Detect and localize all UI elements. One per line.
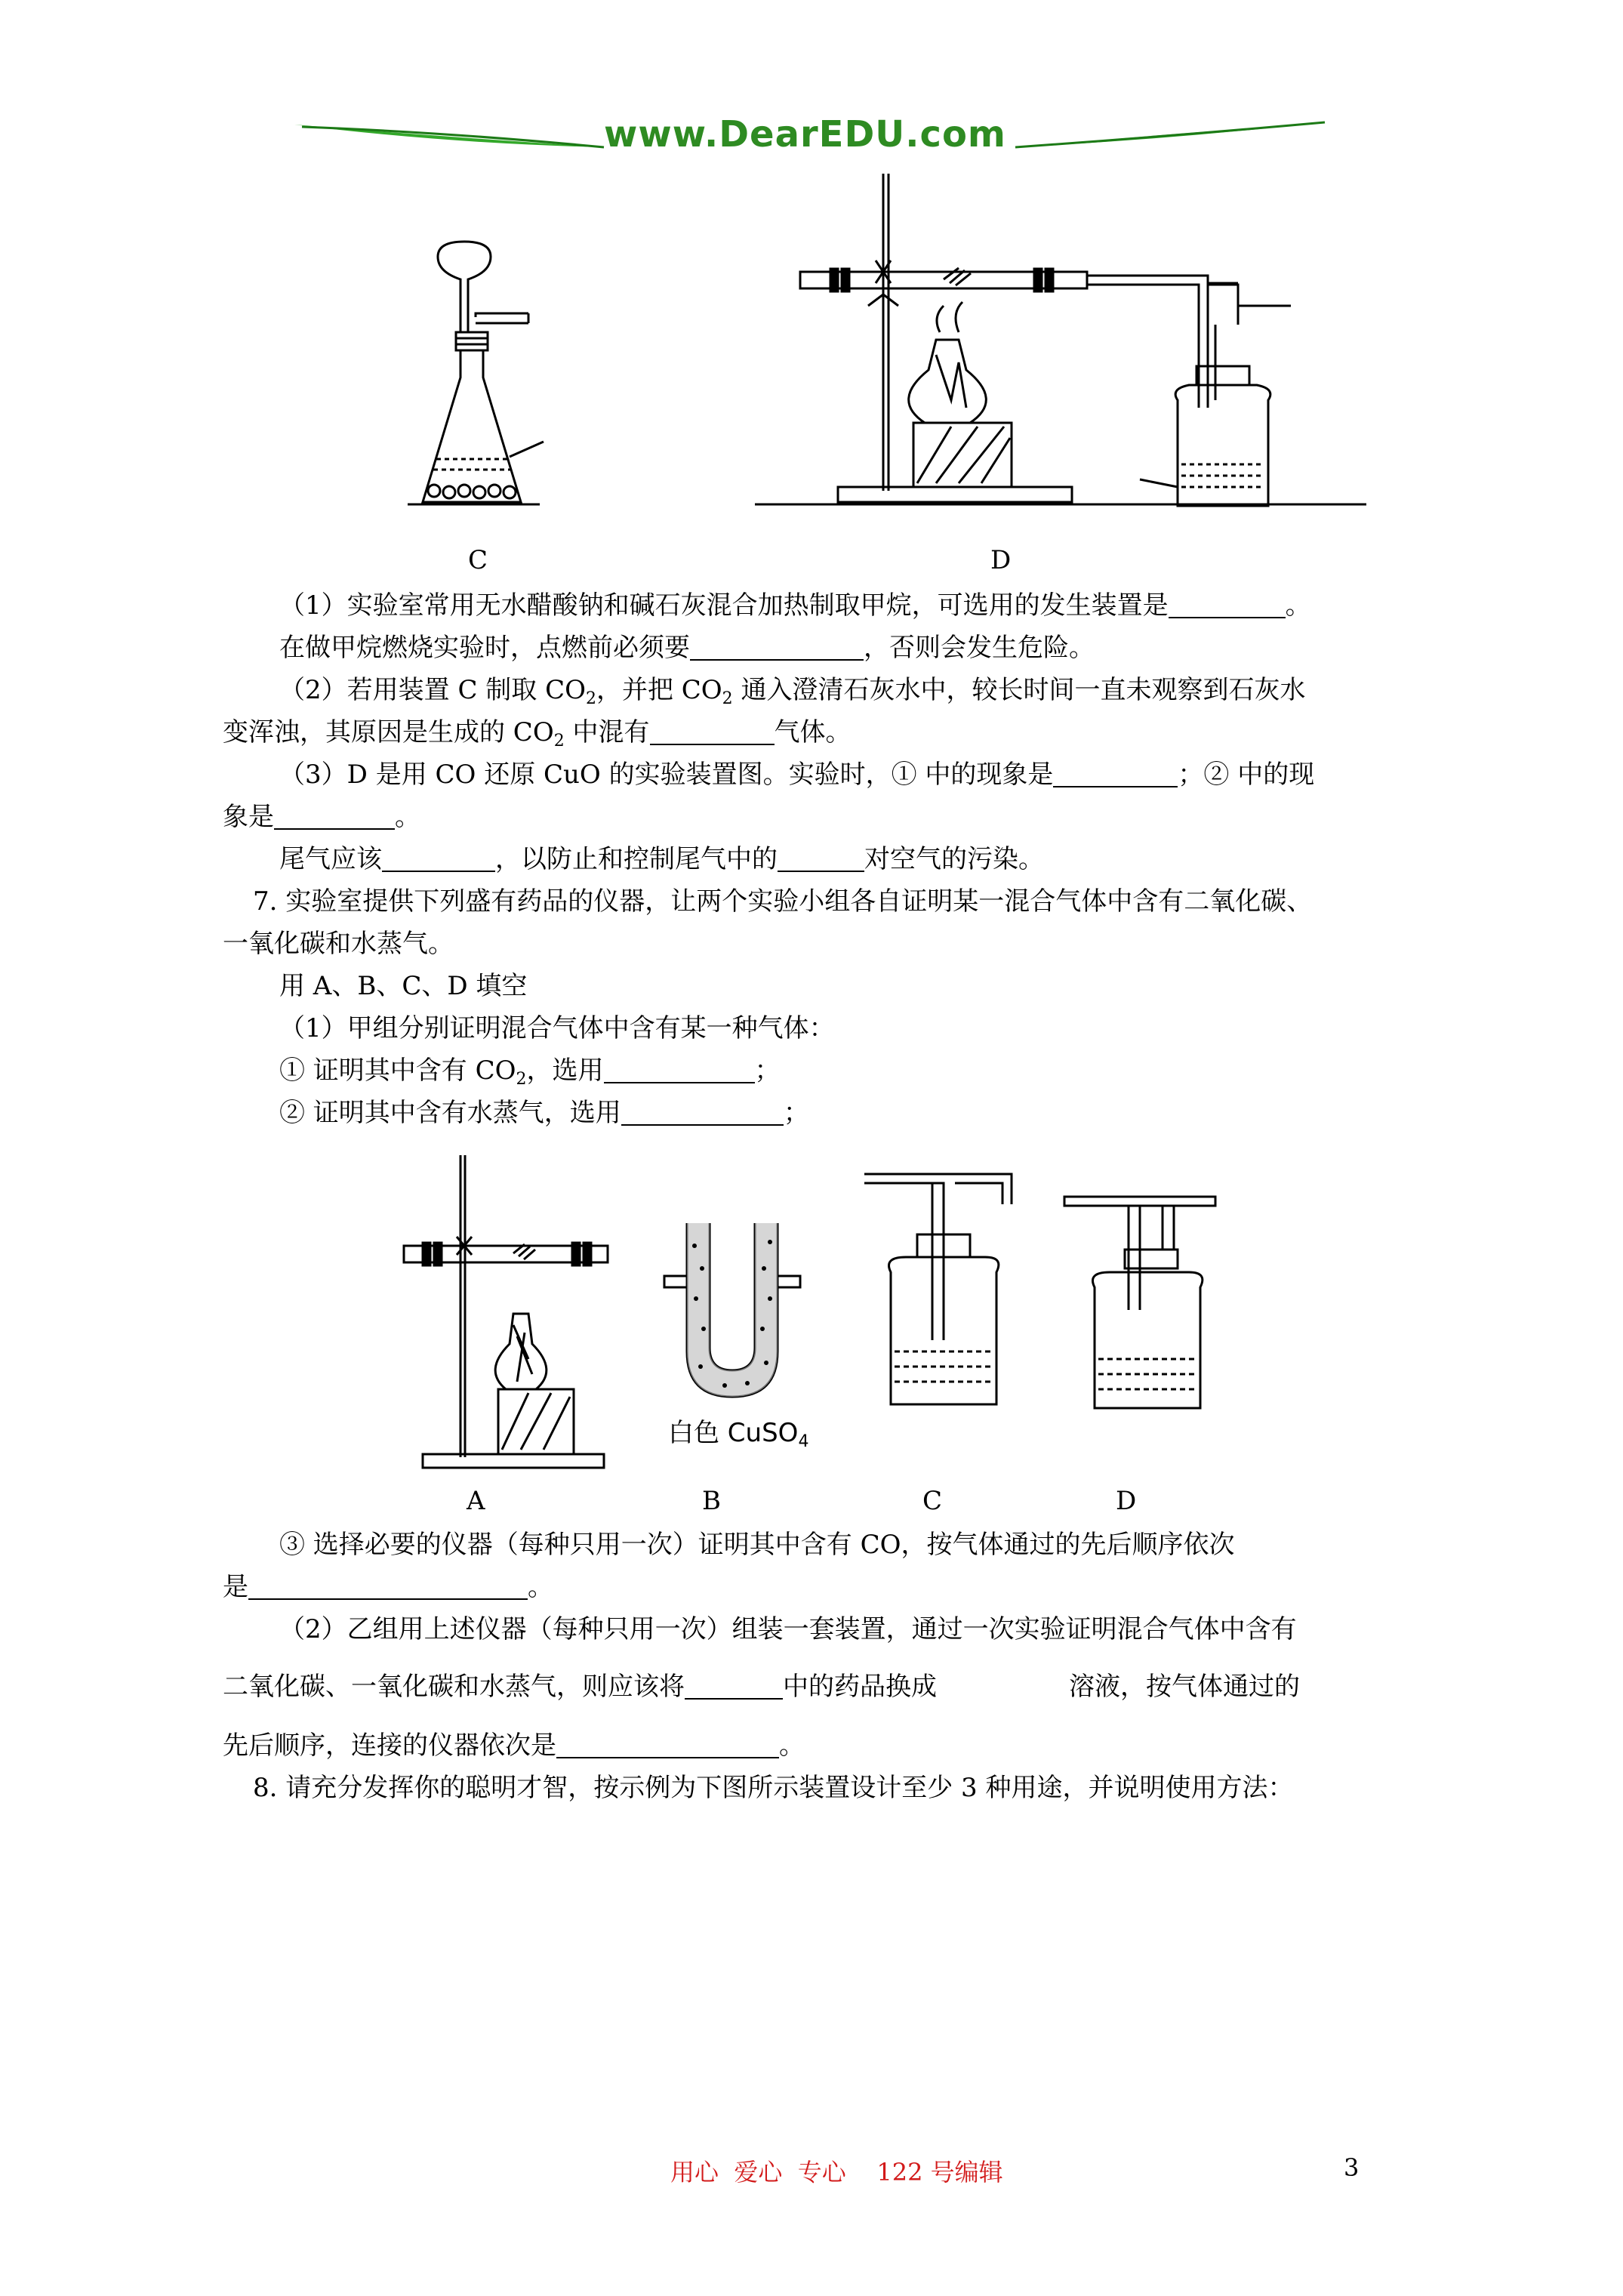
- q7-group2-line2: 二氧化碳、一氧化碳和水蒸气，则应该将 中的药品换成 溶液，按气体通过的: [223, 1672, 1300, 1702]
- q7-group2-line3: 先后顺序，连接的仪器依次是 。: [223, 1730, 805, 1761]
- q6-part2-line1: （2）若用装置 C 制取 $CO_2$，并把 $CO_2$ 通入澄清石灰水中，较长时间一直未观察到石灰水: [279, 675, 1306, 708]
- q6-part1-line1: （1）实验室常用无水醋酸钠和碱石灰混合加热制取甲烷，可选用的发生装置是 。: [279, 590, 1311, 621]
- q6-part3-line1: （3）D 是用 CO 还原 CuO 的实验装置图。实验时，① 中的现象是 ；② 中的现: [279, 760, 1315, 790]
- q7-intro-line1: 7. 实验室提供下列盛有药品的仪器，让两个实验小组各自证明某一混合气体中含有二氧化碳、: [253, 886, 1313, 917]
- answer-blank[interactable]: [778, 845, 864, 872]
- cuso4-label: 白色 CuSO$_4$: [668, 1418, 809, 1451]
- q6-part3-line3: 尾气应该 ，以防止和控制尾气中的 对空气的污染。: [279, 844, 1044, 874]
- figure-label-b: B: [702, 1486, 721, 1516]
- footer-credit: 用心 爱心 专心 122 号编辑: [670, 2158, 1003, 2187]
- answer-blank[interactable]: [556, 1731, 779, 1758]
- q7-intro-line2: 一氧化碳和水蒸气。: [223, 929, 454, 959]
- q7-group1-item3-line1: ③ 选择必要的仪器（每种只用一次）证明其中含有 CO，按气体通过的先后顺序依次: [279, 1530, 1235, 1560]
- answer-blank[interactable]: [650, 718, 775, 745]
- q7-fill-instruction: 用 A、B、C、D 填空: [279, 971, 528, 1001]
- q7-group2-line1: （2）乙组用上述仪器（每种只用一次）组装一套装置，通过一次实验证明混合气体中含有: [279, 1614, 1297, 1644]
- site-name: www.DearEDU.com: [604, 113, 1006, 156]
- q6-part1-line2: 在做甲烷燃烧实验时，点燃前必须要 ，否则会发生危险。: [279, 633, 1095, 663]
- answer-blank[interactable]: [1053, 760, 1178, 787]
- leaf-swoosh-left: [294, 113, 611, 151]
- q7-group1-item2: ② 证明其中含有水蒸气，选用 ；: [279, 1098, 809, 1128]
- figure-label-c2: C: [922, 1486, 943, 1516]
- apparatus-c-diagram: [408, 242, 574, 521]
- answer-blank[interactable]: [274, 803, 395, 830]
- q8-text: 8. 请充分发挥你的聪明才智，按示例为下图所示装置设计至少 3 种用途，并说明使用方法：: [253, 1773, 1294, 1803]
- figure-label-d2: D: [1116, 1486, 1137, 1516]
- answer-blank[interactable]: [382, 845, 495, 872]
- figure-label-a: A: [467, 1486, 485, 1516]
- answer-blank[interactable]: [685, 1672, 783, 1700]
- figure-label-d: D: [990, 545, 1012, 575]
- apparatus-d-bottle-diagram: [1064, 1197, 1223, 1431]
- leaf-swoosh-right: [1015, 113, 1332, 151]
- q7-group1-item1: ① 证明其中含有 $CO_2$，选用 ；: [279, 1056, 781, 1089]
- apparatus-a-diagram: [400, 1155, 611, 1480]
- answer-blank[interactable]: [621, 1099, 784, 1126]
- answer-blank[interactable]: [248, 1573, 528, 1600]
- apparatus-d-diagram: [755, 174, 1374, 513]
- answer-blank[interactable]: [604, 1056, 755, 1083]
- apparatus-b-u-tube-diagram: [657, 1223, 808, 1412]
- q6-part3-line2: 象是 。: [223, 802, 420, 832]
- apparatus-c-bottle-diagram: [861, 1174, 1019, 1408]
- answer-blank[interactable]: [690, 633, 864, 661]
- page-number: 3: [1344, 2153, 1360, 2182]
- q7-group1-heading: （1）甲组分别证明混合气体中含有某一种气体：: [279, 1013, 835, 1043]
- figure-label-c: C: [468, 545, 488, 575]
- q6-part2-line2: 变浑浊，其原因是生成的 $CO_2$ 中混有 气体。: [223, 717, 852, 750]
- answer-blank[interactable]: [1169, 591, 1286, 618]
- q7-group1-item3-line2: 是 。: [223, 1572, 553, 1602]
